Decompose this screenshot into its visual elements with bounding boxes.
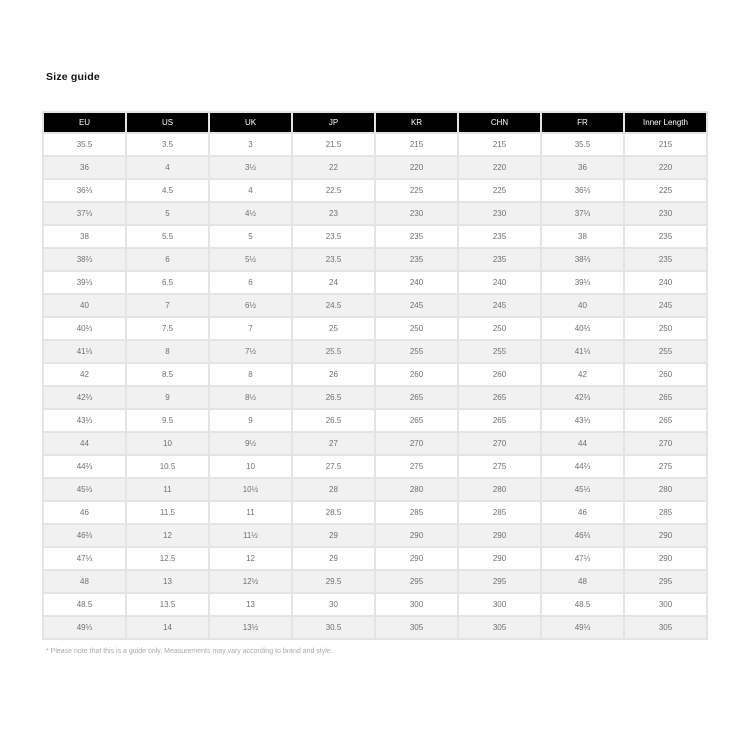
table-cell: 47⅓ bbox=[44, 548, 125, 569]
table-row bbox=[44, 479, 706, 500]
table-cell: 36 bbox=[44, 157, 125, 178]
column-header-fr: FR bbox=[542, 113, 623, 132]
table-cell: 265 bbox=[376, 410, 457, 431]
table-cell: 255 bbox=[376, 341, 457, 362]
table-cell: 30.5 bbox=[293, 617, 374, 638]
table-cell: 26.5 bbox=[293, 387, 374, 408]
column-header-jp: JP bbox=[293, 113, 374, 132]
table-row bbox=[44, 410, 706, 431]
table-cell: 4.5 bbox=[127, 180, 208, 201]
table-cell: 10 bbox=[210, 456, 291, 477]
table-cell: 49⅓ bbox=[542, 617, 623, 638]
table-cell: 13 bbox=[127, 571, 208, 592]
table-cell: 275 bbox=[625, 456, 706, 477]
table-row bbox=[44, 249, 706, 270]
column-header-eu: EU bbox=[44, 113, 125, 132]
table-cell: 285 bbox=[625, 502, 706, 523]
table-cell: 48.5 bbox=[44, 594, 125, 615]
table-cell: 36 bbox=[542, 157, 623, 178]
table-cell: 295 bbox=[459, 571, 540, 592]
table-cell: 35.5 bbox=[542, 134, 623, 155]
table-cell: 295 bbox=[625, 571, 706, 592]
table-row bbox=[44, 594, 706, 615]
table-cell: 260 bbox=[376, 364, 457, 385]
table-row bbox=[44, 341, 706, 362]
table-cell: 230 bbox=[376, 203, 457, 224]
table-cell: 41⅓ bbox=[44, 341, 125, 362]
table-cell: 29 bbox=[293, 525, 374, 546]
table-cell: 305 bbox=[625, 617, 706, 638]
table-cell: 40⅔ bbox=[542, 318, 623, 339]
table-cell: 235 bbox=[376, 226, 457, 247]
table-cell: 265 bbox=[459, 410, 540, 431]
table-cell: 270 bbox=[459, 433, 540, 454]
table-cell: 28.5 bbox=[293, 502, 374, 523]
table-cell: 28 bbox=[293, 479, 374, 500]
table-cell: 23.5 bbox=[293, 249, 374, 270]
table-cell: 39⅓ bbox=[542, 272, 623, 293]
table-cell: 39⅓ bbox=[44, 272, 125, 293]
column-header-uk: UK bbox=[210, 113, 291, 132]
table-cell: 7 bbox=[210, 318, 291, 339]
table-cell: 265 bbox=[625, 410, 706, 431]
table-cell: 235 bbox=[459, 226, 540, 247]
column-header-us: US bbox=[127, 113, 208, 132]
table-cell: 11 bbox=[127, 479, 208, 500]
table-cell: 300 bbox=[376, 594, 457, 615]
table-cell: 275 bbox=[459, 456, 540, 477]
table-cell: 22.5 bbox=[293, 180, 374, 201]
table-cell: 285 bbox=[459, 502, 540, 523]
table-cell: 245 bbox=[376, 295, 457, 316]
table-cell: 9 bbox=[127, 387, 208, 408]
table-header bbox=[44, 113, 706, 132]
table-row bbox=[44, 226, 706, 247]
table-cell: 10 bbox=[127, 433, 208, 454]
table-cell: 250 bbox=[376, 318, 457, 339]
table-cell: 45⅓ bbox=[44, 479, 125, 500]
table-cell: 23.5 bbox=[293, 226, 374, 247]
table-cell: 47⅓ bbox=[542, 548, 623, 569]
table-cell: 230 bbox=[459, 203, 540, 224]
table-cell: 290 bbox=[625, 525, 706, 546]
table-cell: 260 bbox=[459, 364, 540, 385]
table-cell: 235 bbox=[625, 226, 706, 247]
table-row bbox=[44, 180, 706, 201]
table-cell: 43⅓ bbox=[542, 410, 623, 431]
table-cell: 10½ bbox=[210, 479, 291, 500]
table-cell: 25.5 bbox=[293, 341, 374, 362]
table-cell: 265 bbox=[459, 387, 540, 408]
table-cell: 48 bbox=[542, 571, 623, 592]
table-cell: 11½ bbox=[210, 525, 291, 546]
table-cell: 44 bbox=[542, 433, 623, 454]
page-title: Size guide bbox=[46, 71, 100, 83]
table-cell: 45⅓ bbox=[542, 479, 623, 500]
table-cell: 25 bbox=[293, 318, 374, 339]
table-cell: 11.5 bbox=[127, 502, 208, 523]
table-cell: 290 bbox=[625, 548, 706, 569]
table-cell: 250 bbox=[625, 318, 706, 339]
table-cell: 3 bbox=[210, 134, 291, 155]
table-cell: 255 bbox=[459, 341, 540, 362]
table-cell: 265 bbox=[376, 387, 457, 408]
table-cell: 38 bbox=[542, 226, 623, 247]
size-guide-table-container bbox=[42, 111, 708, 640]
table-cell: 24 bbox=[293, 272, 374, 293]
table-cell: 40⅔ bbox=[44, 318, 125, 339]
table-cell: 265 bbox=[625, 387, 706, 408]
table-cell: 225 bbox=[625, 180, 706, 201]
column-header-inner-length: Inner Length bbox=[625, 113, 706, 132]
table-cell: 12½ bbox=[210, 571, 291, 592]
table-cell: 5 bbox=[127, 203, 208, 224]
table-row bbox=[44, 157, 706, 178]
table-cell: 40 bbox=[542, 295, 623, 316]
table-row bbox=[44, 295, 706, 316]
table-row bbox=[44, 134, 706, 155]
table-cell: 44⅔ bbox=[542, 456, 623, 477]
table-cell: 295 bbox=[376, 571, 457, 592]
column-header-kr: KR bbox=[376, 113, 457, 132]
table-cell: 215 bbox=[625, 134, 706, 155]
table-cell: 38⅔ bbox=[44, 249, 125, 270]
table-cell: 13½ bbox=[210, 617, 291, 638]
table-cell: 9.5 bbox=[127, 410, 208, 431]
table-row bbox=[44, 203, 706, 224]
table-cell: 5 bbox=[210, 226, 291, 247]
table-row bbox=[44, 433, 706, 454]
table-cell: 13 bbox=[210, 594, 291, 615]
table-cell: 255 bbox=[625, 341, 706, 362]
table-cell: 240 bbox=[625, 272, 706, 293]
table-cell: 7½ bbox=[210, 341, 291, 362]
table-cell: 220 bbox=[459, 157, 540, 178]
table-cell: 245 bbox=[625, 295, 706, 316]
table-cell: 46 bbox=[44, 502, 125, 523]
table-cell: 300 bbox=[625, 594, 706, 615]
table-cell: 27 bbox=[293, 433, 374, 454]
table-cell: 35.5 bbox=[44, 134, 125, 155]
table-cell: 40 bbox=[44, 295, 125, 316]
table-cell: 13.5 bbox=[127, 594, 208, 615]
table-row bbox=[44, 318, 706, 339]
table-cell: 285 bbox=[376, 502, 457, 523]
table-cell: 280 bbox=[625, 479, 706, 500]
table-cell: 29.5 bbox=[293, 571, 374, 592]
table-cell: 245 bbox=[459, 295, 540, 316]
table-cell: 29 bbox=[293, 548, 374, 569]
table-cell: 46 bbox=[542, 502, 623, 523]
table-row bbox=[44, 525, 706, 546]
table-cell: 44 bbox=[44, 433, 125, 454]
table-cell: 48 bbox=[44, 571, 125, 592]
table-cell: 8.5 bbox=[127, 364, 208, 385]
table-cell: 9½ bbox=[210, 433, 291, 454]
table-cell: 5.5 bbox=[127, 226, 208, 247]
table-row bbox=[44, 387, 706, 408]
table-cell: 42 bbox=[542, 364, 623, 385]
table-cell: 10.5 bbox=[127, 456, 208, 477]
table-cell: 42 bbox=[44, 364, 125, 385]
table-cell: 26.5 bbox=[293, 410, 374, 431]
table-cell: 9 bbox=[210, 410, 291, 431]
table-cell: 290 bbox=[459, 525, 540, 546]
table-cell: 215 bbox=[459, 134, 540, 155]
table-cell: 41⅓ bbox=[542, 341, 623, 362]
table-cell: 290 bbox=[459, 548, 540, 569]
table-cell: 225 bbox=[376, 180, 457, 201]
table-row bbox=[44, 617, 706, 638]
table-cell: 44⅔ bbox=[44, 456, 125, 477]
table-cell: 280 bbox=[459, 479, 540, 500]
table-cell: 21.5 bbox=[293, 134, 374, 155]
table-cell: 225 bbox=[459, 180, 540, 201]
table-cell: 4 bbox=[210, 180, 291, 201]
table-row bbox=[44, 456, 706, 477]
table-cell: 5½ bbox=[210, 249, 291, 270]
table-cell: 280 bbox=[376, 479, 457, 500]
table-cell: 6.5 bbox=[127, 272, 208, 293]
table-cell: 235 bbox=[625, 249, 706, 270]
table-cell: 12.5 bbox=[127, 548, 208, 569]
table-cell: 38 bbox=[44, 226, 125, 247]
header-row bbox=[44, 113, 706, 132]
table-cell: 12 bbox=[210, 548, 291, 569]
table-cell: 235 bbox=[376, 249, 457, 270]
table-cell: 38⅔ bbox=[542, 249, 623, 270]
table-cell: 215 bbox=[376, 134, 457, 155]
table-cell: 36⅔ bbox=[542, 180, 623, 201]
table-cell: 11 bbox=[210, 502, 291, 523]
table-cell: 235 bbox=[459, 249, 540, 270]
table-cell: 290 bbox=[376, 525, 457, 546]
table-cell: 37⅓ bbox=[542, 203, 623, 224]
table-row bbox=[44, 548, 706, 569]
table-cell: 250 bbox=[459, 318, 540, 339]
table-cell: 270 bbox=[376, 433, 457, 454]
table-cell: 4 bbox=[127, 157, 208, 178]
table-cell: 6½ bbox=[210, 295, 291, 316]
table-cell: 8½ bbox=[210, 387, 291, 408]
table-row bbox=[44, 272, 706, 293]
table-cell: 48.5 bbox=[542, 594, 623, 615]
table-cell: 4½ bbox=[210, 203, 291, 224]
table-cell: 42⅔ bbox=[542, 387, 623, 408]
table-cell: 37⅓ bbox=[44, 203, 125, 224]
table-cell: 270 bbox=[625, 433, 706, 454]
table-cell: 14 bbox=[127, 617, 208, 638]
column-header-chn: CHN bbox=[459, 113, 540, 132]
table-cell: 305 bbox=[376, 617, 457, 638]
table-cell: 6 bbox=[210, 272, 291, 293]
disclaimer-note: * Please note that this is a guide only. Measurements may vary according to brand and style. bbox=[46, 648, 333, 655]
table-cell: 220 bbox=[376, 157, 457, 178]
table-cell: 260 bbox=[625, 364, 706, 385]
table-cell: 230 bbox=[625, 203, 706, 224]
table-cell: 3½ bbox=[210, 157, 291, 178]
table-cell: 8 bbox=[210, 364, 291, 385]
table-cell: 43⅓ bbox=[44, 410, 125, 431]
table-cell: 42⅔ bbox=[44, 387, 125, 408]
table-cell: 6 bbox=[127, 249, 208, 270]
table-cell: 290 bbox=[376, 548, 457, 569]
table-cell: 22 bbox=[293, 157, 374, 178]
table-cell: 46⅔ bbox=[44, 525, 125, 546]
table-cell: 26 bbox=[293, 364, 374, 385]
table-row bbox=[44, 364, 706, 385]
table-cell: 30 bbox=[293, 594, 374, 615]
table-cell: 24.5 bbox=[293, 295, 374, 316]
table-row bbox=[44, 502, 706, 523]
size-guide-table bbox=[42, 111, 708, 640]
table-cell: 3.5 bbox=[127, 134, 208, 155]
table-cell: 36⅔ bbox=[44, 180, 125, 201]
table-cell: 220 bbox=[625, 157, 706, 178]
table-cell: 240 bbox=[459, 272, 540, 293]
table-cell: 275 bbox=[376, 456, 457, 477]
table-cell: 305 bbox=[459, 617, 540, 638]
table-cell: 12 bbox=[127, 525, 208, 546]
table-cell: 240 bbox=[376, 272, 457, 293]
table-cell: 49⅓ bbox=[44, 617, 125, 638]
table-cell: 7 bbox=[127, 295, 208, 316]
table-cell: 23 bbox=[293, 203, 374, 224]
table-cell: 27.5 bbox=[293, 456, 374, 477]
table-cell: 46⅔ bbox=[542, 525, 623, 546]
table-cell: 300 bbox=[459, 594, 540, 615]
table-body bbox=[44, 134, 706, 638]
table-cell: 7.5 bbox=[127, 318, 208, 339]
table-row bbox=[44, 571, 706, 592]
table-cell: 8 bbox=[127, 341, 208, 362]
